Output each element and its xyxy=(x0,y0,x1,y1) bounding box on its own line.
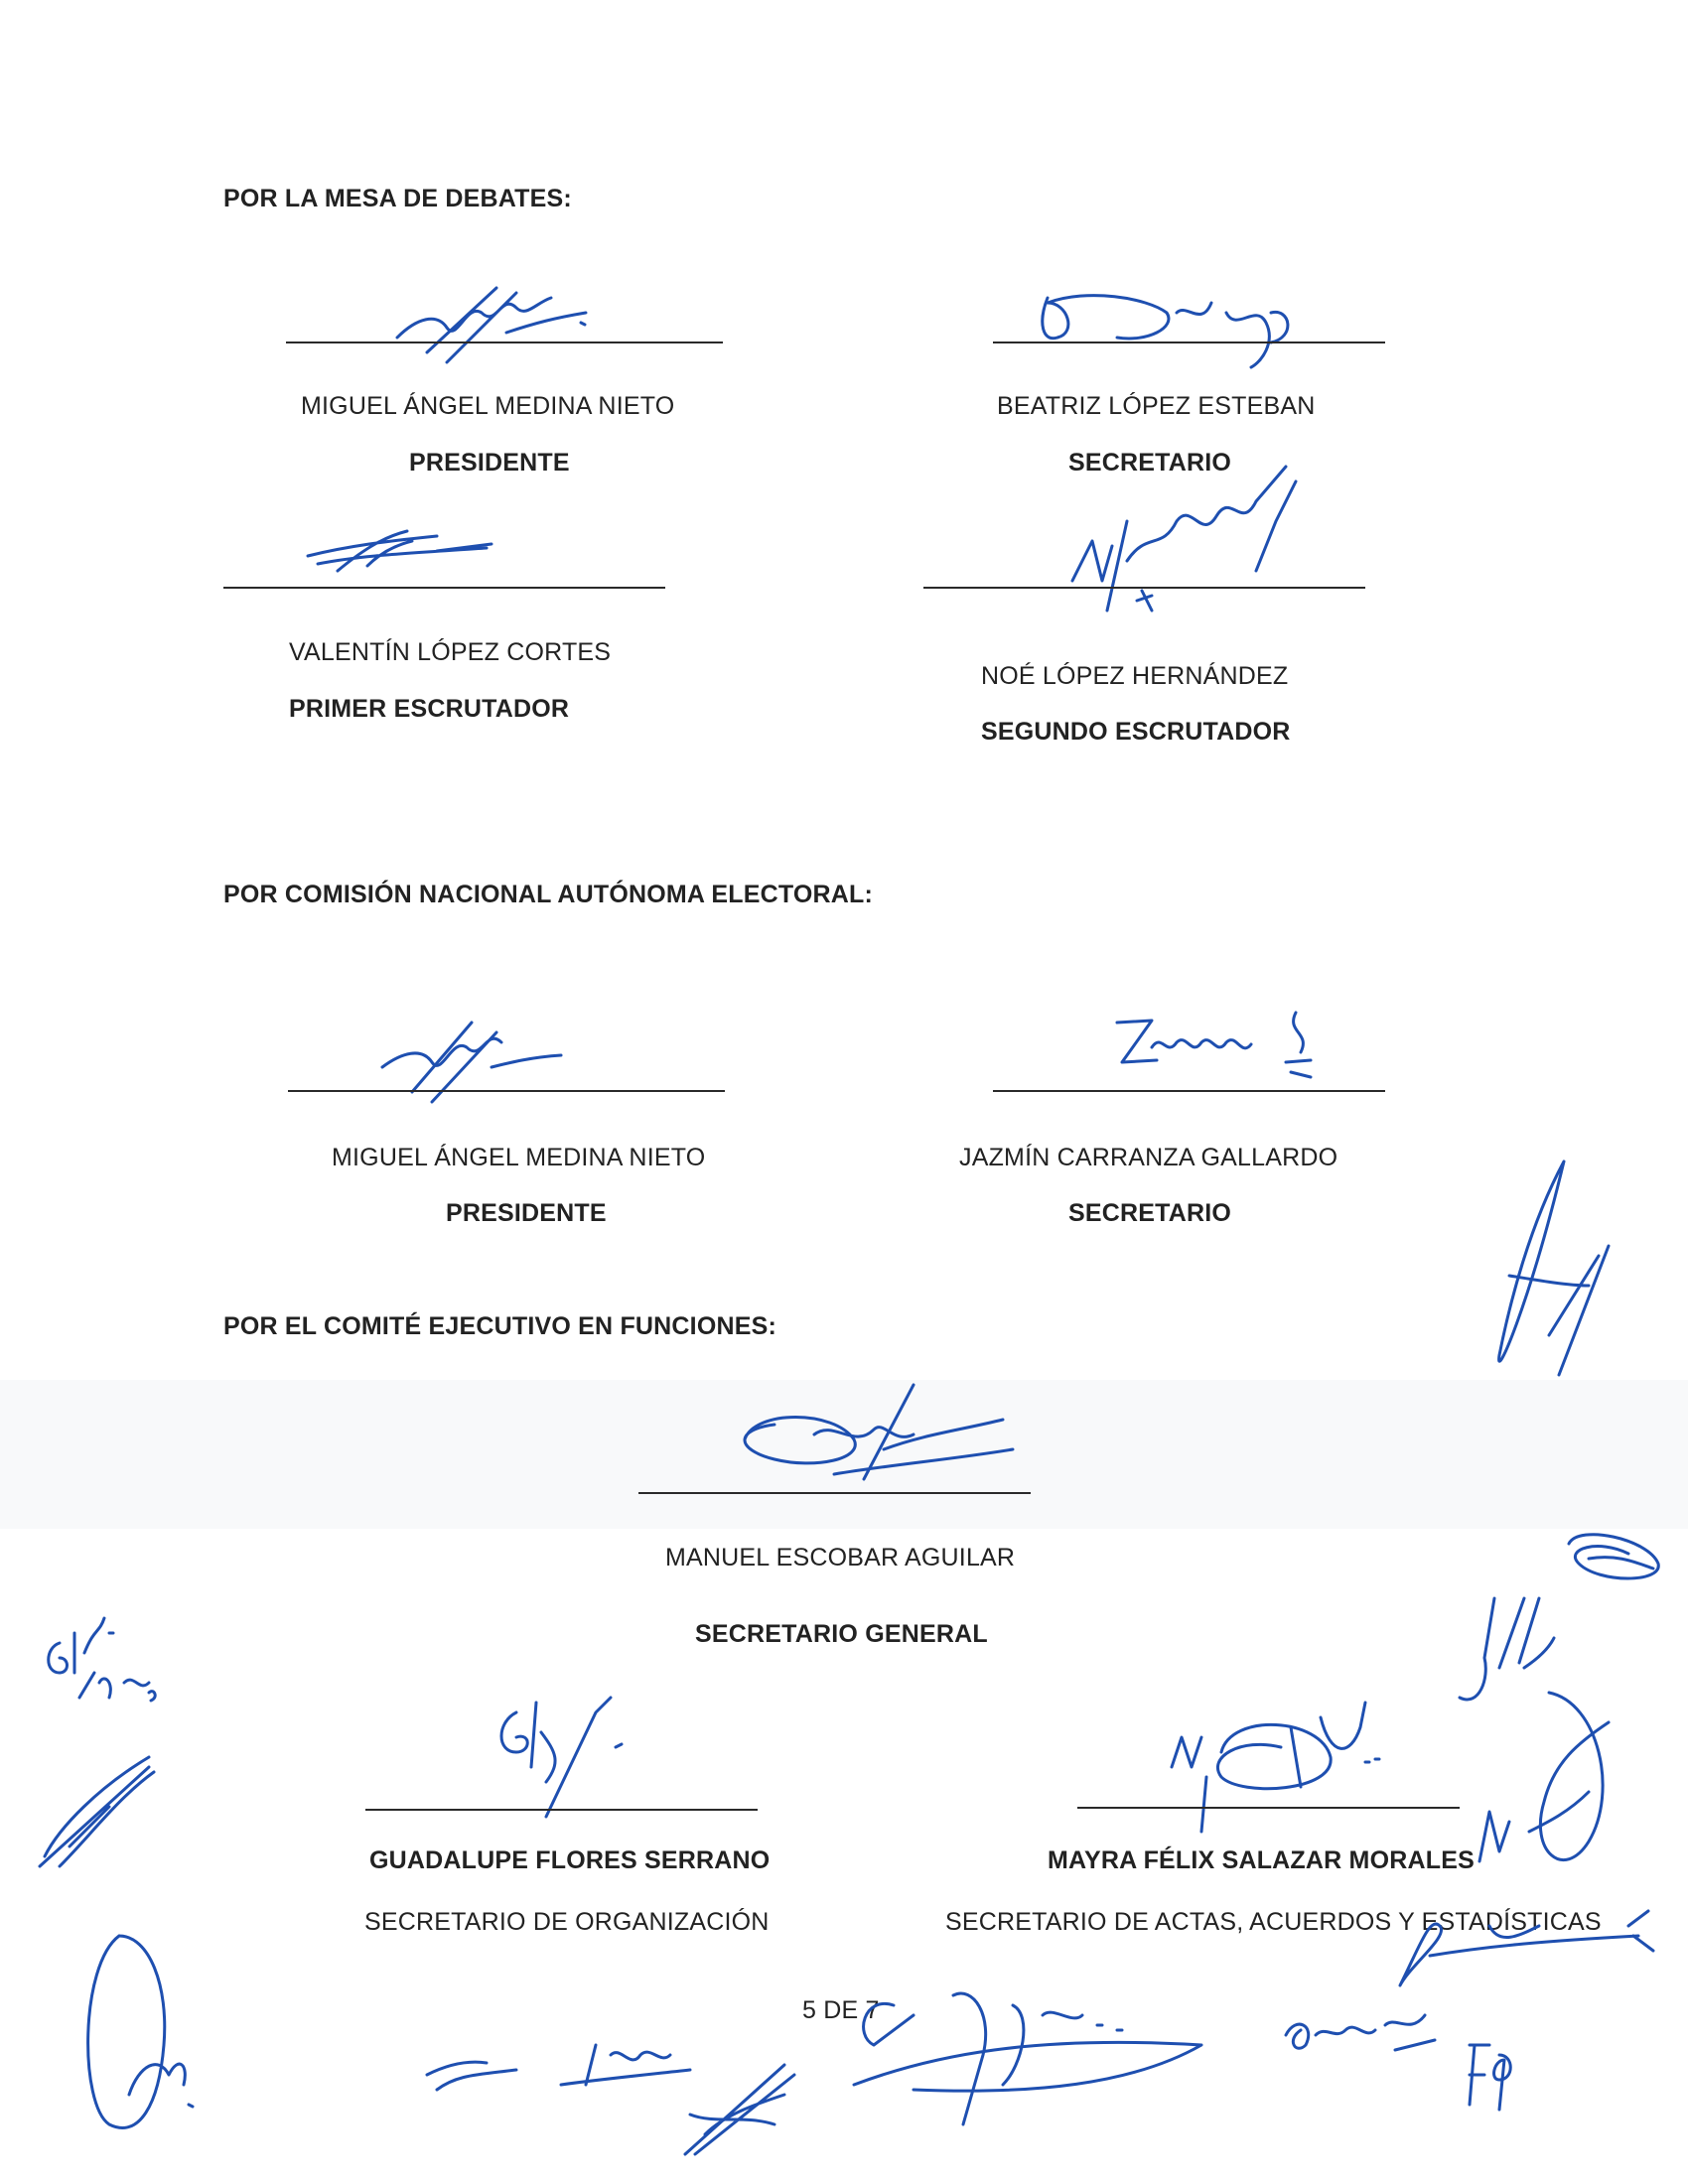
margin-signature-left-3 xyxy=(70,1926,209,2134)
section-heading-mesa-debates: POR LA MESA DE DEBATES: xyxy=(223,185,572,212)
role-comision-presidente: PRESIDENTE xyxy=(446,1199,607,1227)
role-mesa-secretario: SECRETARIO xyxy=(1068,449,1232,477)
signature-jazmin-carranza xyxy=(1112,1003,1331,1082)
signature-line-mesa-secretario xyxy=(993,341,1385,343)
name-comision-secretario: JAZMÍN CARRANZA GALLARDO xyxy=(959,1144,1338,1171)
bottom-signature-2 xyxy=(556,2025,695,2095)
signature-miguel-medina-2 xyxy=(372,1018,571,1107)
name-secretario-general: MANUEL ESCOBAR AGUILAR xyxy=(665,1544,1016,1571)
signature-noe-lopez xyxy=(1067,462,1326,630)
margin-initials-left-1 xyxy=(40,1613,169,1722)
signature-line-primer-escrutador xyxy=(223,587,665,589)
role-secretario-general: SECRETARIO GENERAL xyxy=(695,1620,988,1648)
margin-initials-fq xyxy=(1460,2035,1519,2115)
signature-line-comision-presidente xyxy=(288,1090,725,1092)
signature-guadalupe-flores xyxy=(487,1693,655,1822)
signature-beatriz-lopez xyxy=(1028,283,1306,372)
role-comision-secretario: SECRETARIO xyxy=(1068,1199,1232,1227)
signature-miguel-medina-1 xyxy=(387,283,606,372)
margin-signature-left-2 xyxy=(20,1747,169,1876)
signature-valentin-lopez xyxy=(298,526,496,576)
role-segundo-escrutador: SEGUNDO ESCRUTADOR xyxy=(981,718,1291,746)
bottom-signature-4 xyxy=(834,1976,1211,2134)
name-segundo-escrutador: NOÉ LÓPEZ HERNÁNDEZ xyxy=(981,662,1289,690)
margin-signature-right-1 xyxy=(1489,1157,1628,1385)
name-comision-presidente: MIGUEL ÁNGEL MEDINA NIETO xyxy=(332,1144,706,1171)
signature-line-mesa-presidente xyxy=(286,341,723,343)
signature-line-segundo-escrutador xyxy=(923,587,1365,589)
name-organizacion: GUADALUPE FLORES SERRANO xyxy=(369,1846,771,1874)
margin-signature-right-5 xyxy=(1370,1906,1658,1995)
signature-line-secretario-general xyxy=(638,1492,1031,1494)
signature-mayra-salazar xyxy=(1162,1698,1390,1837)
margin-signature-right-6 xyxy=(1276,1995,1445,2065)
page-number: 5 DE 7 xyxy=(802,1996,880,2024)
role-organizacion: SECRETARIO DE ORGANIZACIÓN xyxy=(364,1908,770,1936)
signature-manuel-escobar xyxy=(715,1380,1013,1499)
signature-line-comision-secretario xyxy=(993,1090,1385,1092)
name-mesa-presidente: MIGUEL ÁNGEL MEDINA NIETO xyxy=(301,392,675,420)
name-mesa-secretario: BEATRIZ LÓPEZ ESTEBAN xyxy=(997,392,1316,420)
section-heading-comision: POR COMISIÓN NACIONAL AUTÓNOMA ELECTORAL: xyxy=(223,881,874,908)
name-actas: MAYRA FÉLIX SALAZAR MORALES xyxy=(1048,1846,1475,1874)
signature-line-organizacion xyxy=(365,1809,758,1811)
margin-signature-right-4 xyxy=(1470,1683,1628,1881)
bottom-signature-1 xyxy=(417,2045,526,2095)
section-heading-comite: POR EL COMITÉ EJECUTIVO EN FUNCIONES: xyxy=(223,1312,776,1340)
role-actas: SECRETARIO DE ACTAS, ACUERDOS Y ESTADÍSTICAS xyxy=(945,1908,1602,1936)
signature-line-actas xyxy=(1077,1807,1460,1809)
role-mesa-presidente: PRESIDENTE xyxy=(409,449,570,477)
bottom-signature-3 xyxy=(675,2055,804,2164)
name-primer-escrutador: VALENTÍN LÓPEZ CORTES xyxy=(289,638,612,666)
margin-signature-right-2 xyxy=(1559,1519,1668,1588)
role-primer-escrutador: PRIMER ESCRUTADOR xyxy=(289,695,570,723)
